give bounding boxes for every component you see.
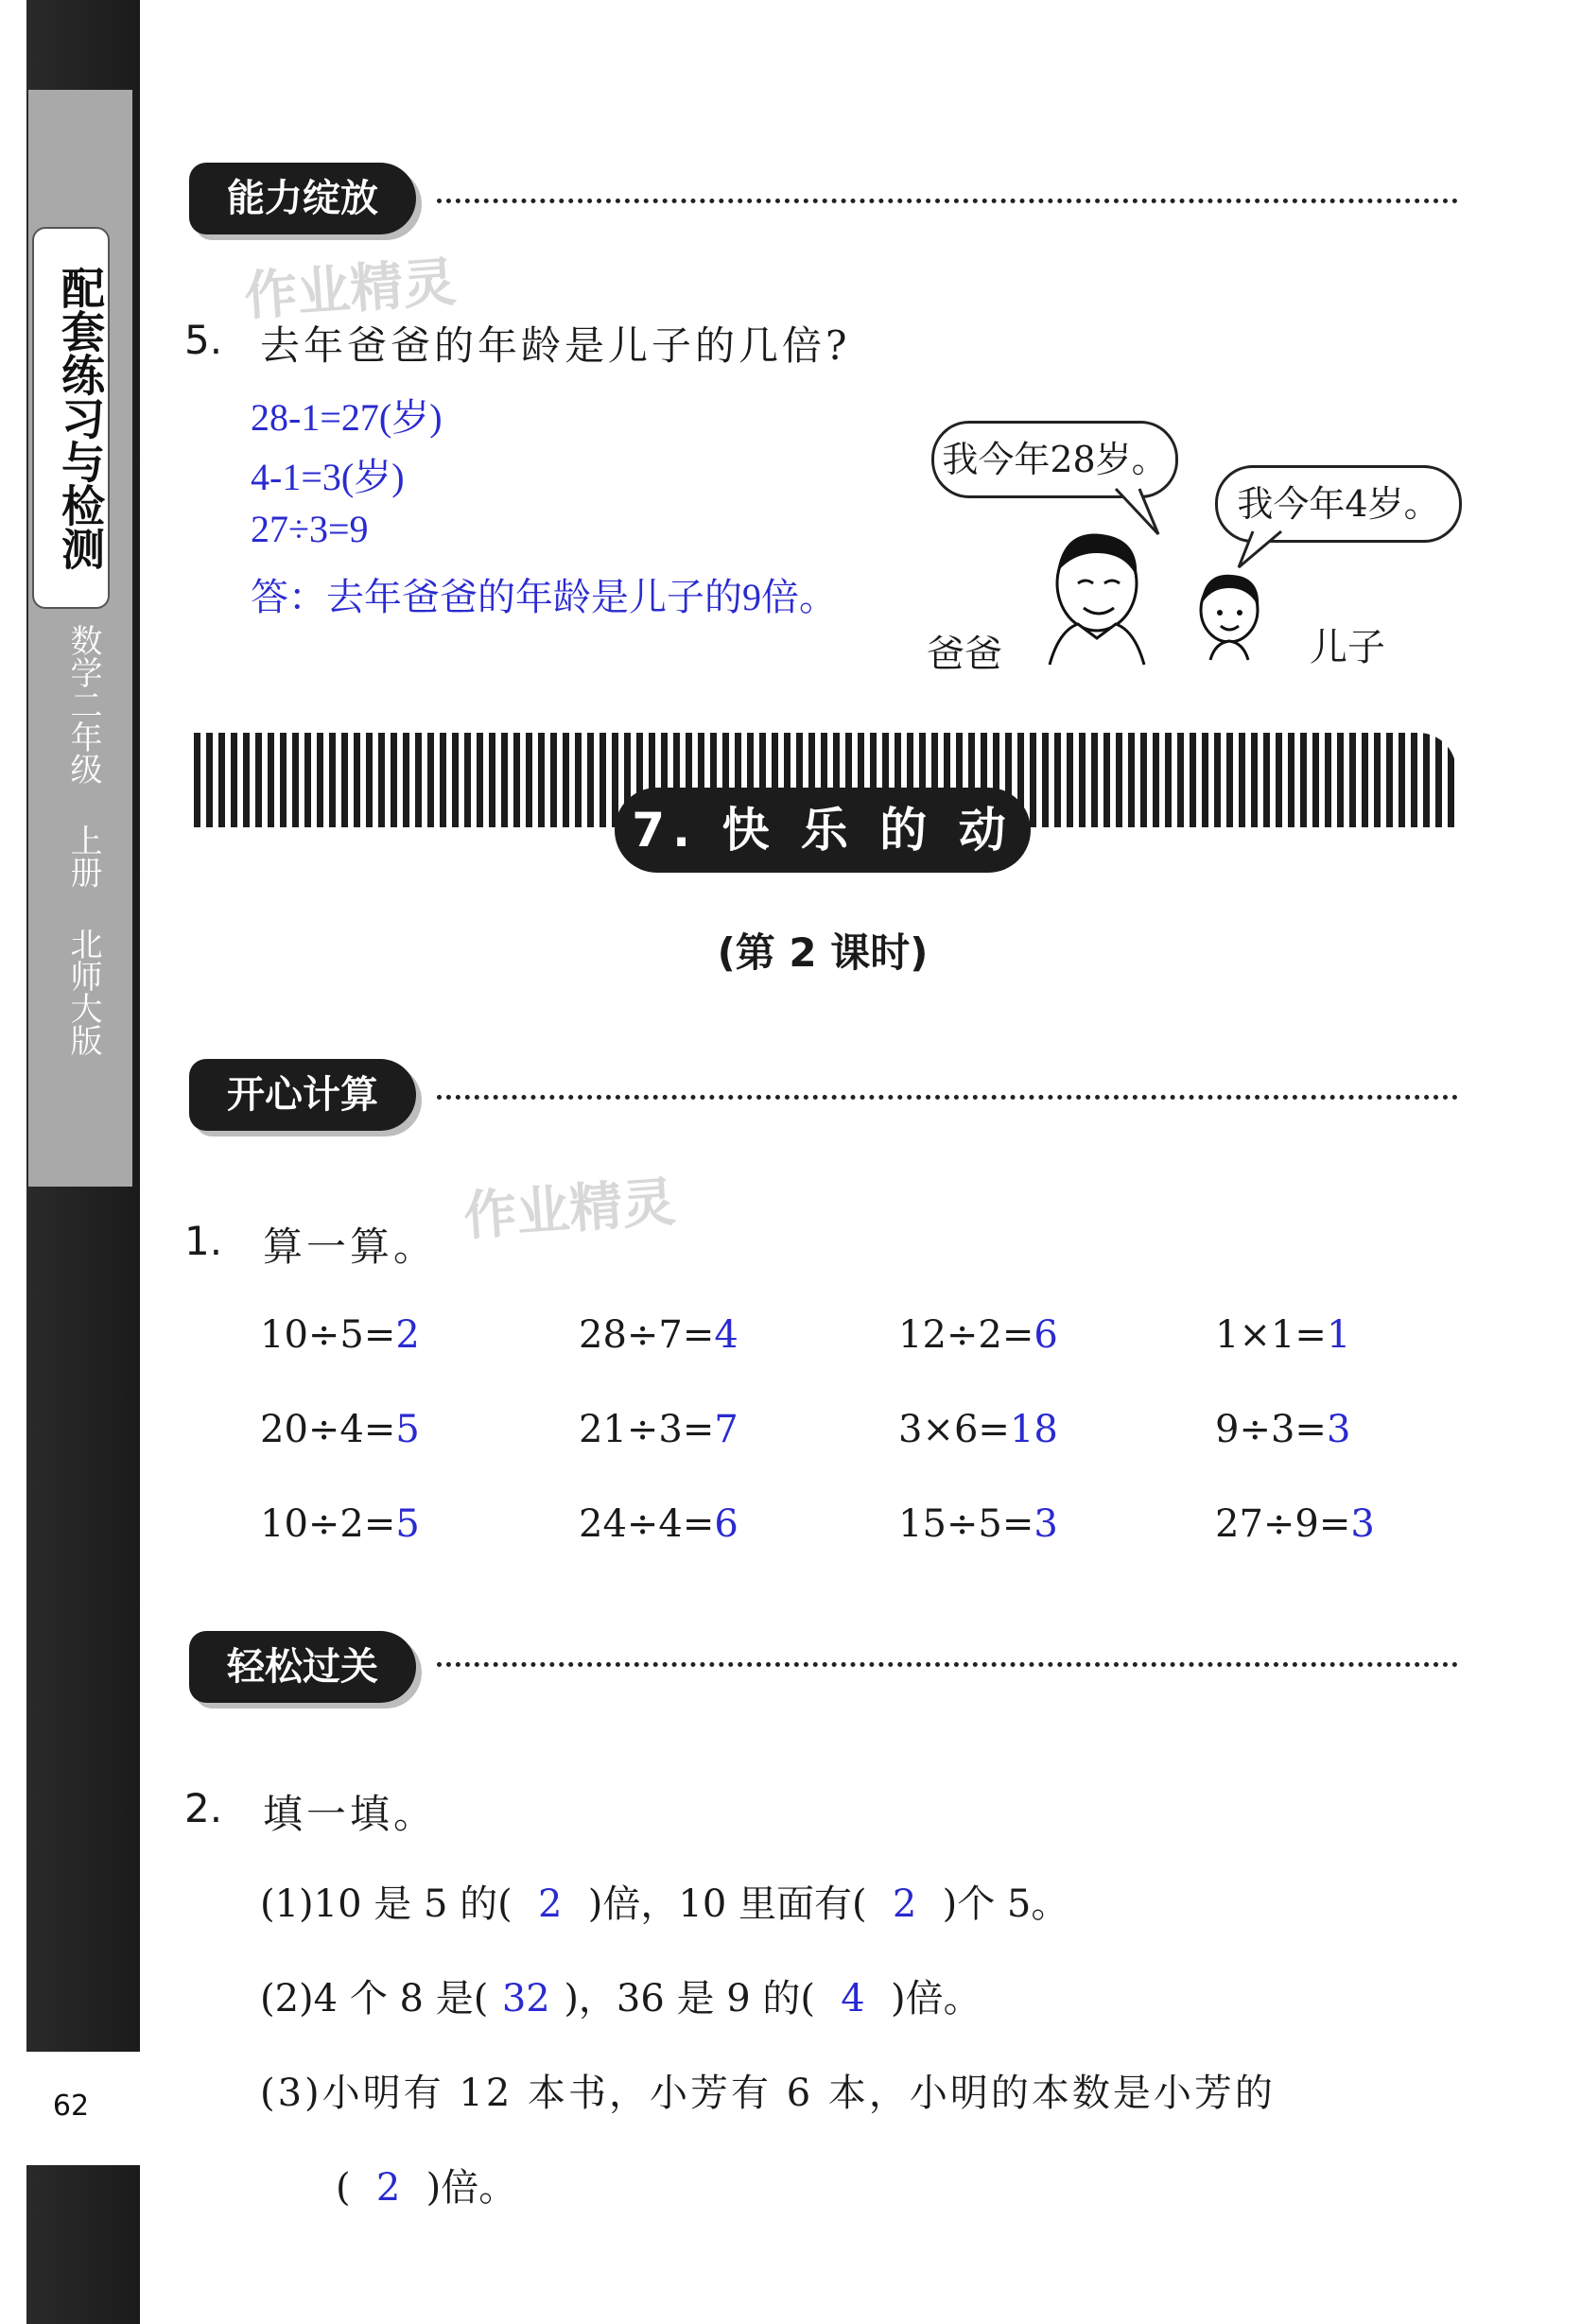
calc-item: 28÷7=4 <box>579 1313 738 1357</box>
calc-item: 9÷3=3 <box>1215 1408 1351 1451</box>
solution-line-3: 27÷3=9 <box>251 508 369 550</box>
book-title: 配套练习与检测 <box>55 266 106 570</box>
book-edition: 北师大版 <box>64 928 102 1057</box>
dotted-rule <box>437 199 1458 203</box>
dad-figure-icon <box>1021 525 1154 667</box>
fill-item-1: (1)10 是 5 的( 2 )倍，10 里面有( 2 )个 5。 <box>260 1882 1069 1926</box>
dotted-rule <box>437 1095 1458 1100</box>
page-number: 62 <box>38 2090 104 2124</box>
calc-item: 15÷5=3 <box>898 1502 1058 1546</box>
book-subject: 数学二年级 <box>64 624 102 785</box>
watermark: 作业精灵 <box>242 251 459 328</box>
calc-item: 12÷2=6 <box>898 1313 1058 1357</box>
dad-label: 爸爸 <box>927 633 1002 676</box>
question-5-text: 去年爸爸的年龄是儿子的几倍? <box>260 322 851 369</box>
question-2-text: 填一填。 <box>263 1791 438 1837</box>
dad-speech-bubble: 我今年28岁。 <box>931 421 1178 498</box>
section-tag-ability: 能力绽放 <box>189 163 416 234</box>
calc-item: 1×1=1 <box>1215 1313 1351 1357</box>
lesson-title: 7. 快 乐 的 动 物 <box>615 788 1031 873</box>
calc-item: 24÷4=6 <box>579 1502 738 1546</box>
calc-item: 3×6=18 <box>898 1408 1058 1451</box>
fill-item-3: (3)小明有 12 本书，小芳有 6 本，小明的本数是小芳的 <box>260 2072 1276 2115</box>
dotted-rule <box>437 1662 1458 1667</box>
son-label: 儿子 <box>1310 626 1385 669</box>
question-1-text: 算一算。 <box>263 1223 438 1270</box>
fill-item-3-blank: ( 2 )倍。 <box>336 2166 517 2210</box>
lesson-subtitle: (第 2 课时) <box>717 929 929 976</box>
calc-item: 21÷3=7 <box>579 1408 738 1451</box>
solution-line-2: 4-1=3(岁) <box>251 456 405 498</box>
calc-item: 20÷4=5 <box>260 1408 420 1451</box>
fill-item-2: (2)4 个 8 是( 32 )，36 是 9 的( 4 )倍。 <box>260 1977 982 2020</box>
son-speech-bubble: 我今年4岁。 <box>1215 465 1462 543</box>
question-number-2: 2. <box>184 1785 223 1831</box>
book-subtitle <box>40 624 102 1116</box>
calc-item: 27÷9=3 <box>1215 1502 1375 1546</box>
son-figure-icon <box>1187 567 1272 662</box>
book-volume: 上册 <box>64 824 102 889</box>
calc-item: 10÷2=5 <box>260 1502 420 1546</box>
question-number-5: 5. <box>184 317 223 363</box>
section-tag-pass: 轻松过关 <box>189 1631 416 1703</box>
calc-item: 10÷5=2 <box>260 1313 420 1357</box>
son-bubble-tail <box>1234 529 1291 572</box>
solution-line-1: 28-1=27(岁) <box>251 396 443 439</box>
watermark: 作业精灵 <box>461 1171 678 1248</box>
question-number-1: 1. <box>184 1218 223 1264</box>
solution-answer: 答：去年爸爸的年龄是儿子的9倍。 <box>251 576 837 618</box>
section-tag-calc: 开心计算 <box>189 1059 416 1131</box>
